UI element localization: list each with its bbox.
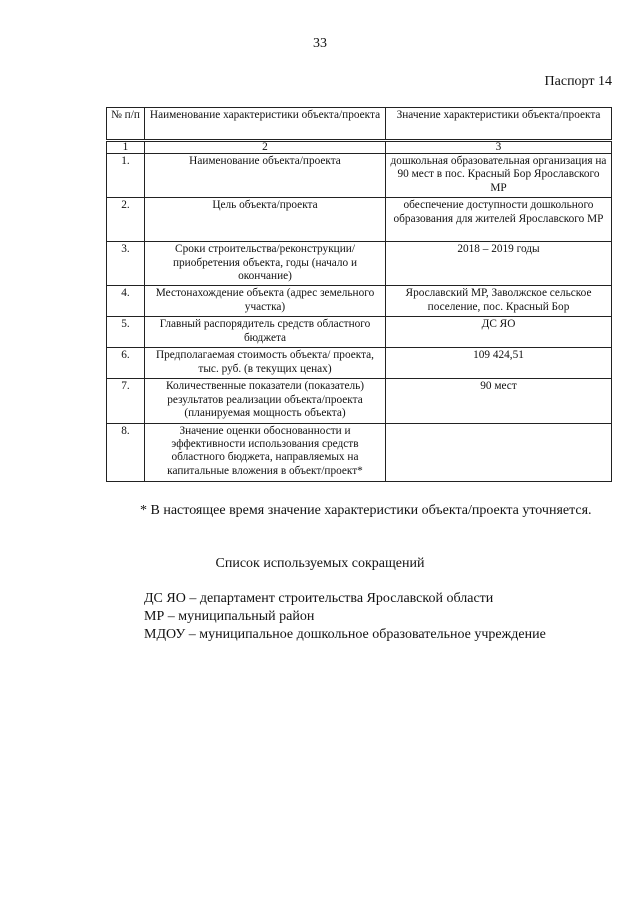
- column-number-row: [107, 141, 612, 154]
- column-number: 1: [107, 141, 145, 154]
- row-num: 7.: [107, 379, 145, 423]
- abbreviations-list: [144, 590, 624, 644]
- table-row: [107, 198, 612, 242]
- row-value: обеспечение доступности дошкольного образования для жителей Ярославского МР: [386, 198, 612, 242]
- row-name: Главный распорядитель средств областного бюджета: [145, 317, 386, 348]
- table-header-row: [107, 108, 612, 141]
- row-value: [386, 423, 612, 481]
- column-number: 3: [386, 141, 612, 154]
- table-row: [107, 423, 612, 481]
- row-value: дошкольная образовательная организация на 90 мест в пос. Красный Бор Ярославского МР: [386, 154, 612, 198]
- column-number: 2: [145, 141, 386, 154]
- passport-label: Паспорт 14: [544, 74, 612, 89]
- row-name: Сроки строительства/реконструкции/ приобретения объекта, годы (начало и окончание): [145, 242, 386, 286]
- row-num: 4.: [107, 286, 145, 317]
- row-num: 2.: [107, 198, 145, 242]
- row-value: 90 мест: [386, 379, 612, 423]
- abbreviation-item: МДОУ – муниципальное дошкольное образовательное учреждение: [144, 627, 546, 642]
- row-num: 3.: [107, 242, 145, 286]
- table-row: [107, 154, 612, 198]
- row-num: 1.: [107, 154, 145, 198]
- table-row: [107, 242, 612, 286]
- row-name: Количественные показатели (показатель) результатов реализации объекта/проекта (планируемая мощность объекта): [145, 379, 386, 423]
- passport-table: [106, 107, 612, 482]
- row-num: 6.: [107, 348, 145, 379]
- row-name: Местонахождение объекта (адрес земельного участка): [145, 286, 386, 317]
- row-value: 2018 – 2019 годы: [386, 242, 612, 286]
- table-row: [107, 379, 612, 423]
- header-name: Наименование характеристики объекта/проекта: [145, 108, 386, 141]
- footnote: * В настоящее время значение характеристики объекта/проекта уточняется.: [140, 503, 592, 518]
- abbreviation-item: МР – муниципальный район: [144, 609, 315, 624]
- row-value: Ярославский МР, Заволжское сельское поселение, пос. Красный Бор: [386, 286, 612, 317]
- row-num: 8.: [107, 423, 145, 481]
- page-number: 33: [313, 36, 327, 51]
- header-num: № п/п: [107, 108, 145, 141]
- table-row: [107, 286, 612, 317]
- row-value: 109 424,51: [386, 348, 612, 379]
- row-name: Цель объекта/проекта: [145, 198, 386, 242]
- abbreviation-item: ДС ЯО – департамент строительства Ярославской области: [144, 591, 494, 606]
- table-row: [107, 317, 612, 348]
- header-value: Значение характеристики объекта/проекта: [386, 108, 612, 141]
- abbreviations-title: Список используемых сокращений: [215, 556, 425, 571]
- row-name: Значение оценки обоснованности и эффективности использования средств областного бюджета, направляемых на капитальные вложения в объект/проект*: [145, 423, 386, 481]
- row-num: 5.: [107, 317, 145, 348]
- row-name: Предполагаемая стоимость объекта/ проекта, тыс. руб. (в текущих ценах): [145, 348, 386, 379]
- row-name: Наименование объекта/проекта: [145, 154, 386, 198]
- row-value: ДС ЯО: [386, 317, 612, 348]
- table-row: [107, 348, 612, 379]
